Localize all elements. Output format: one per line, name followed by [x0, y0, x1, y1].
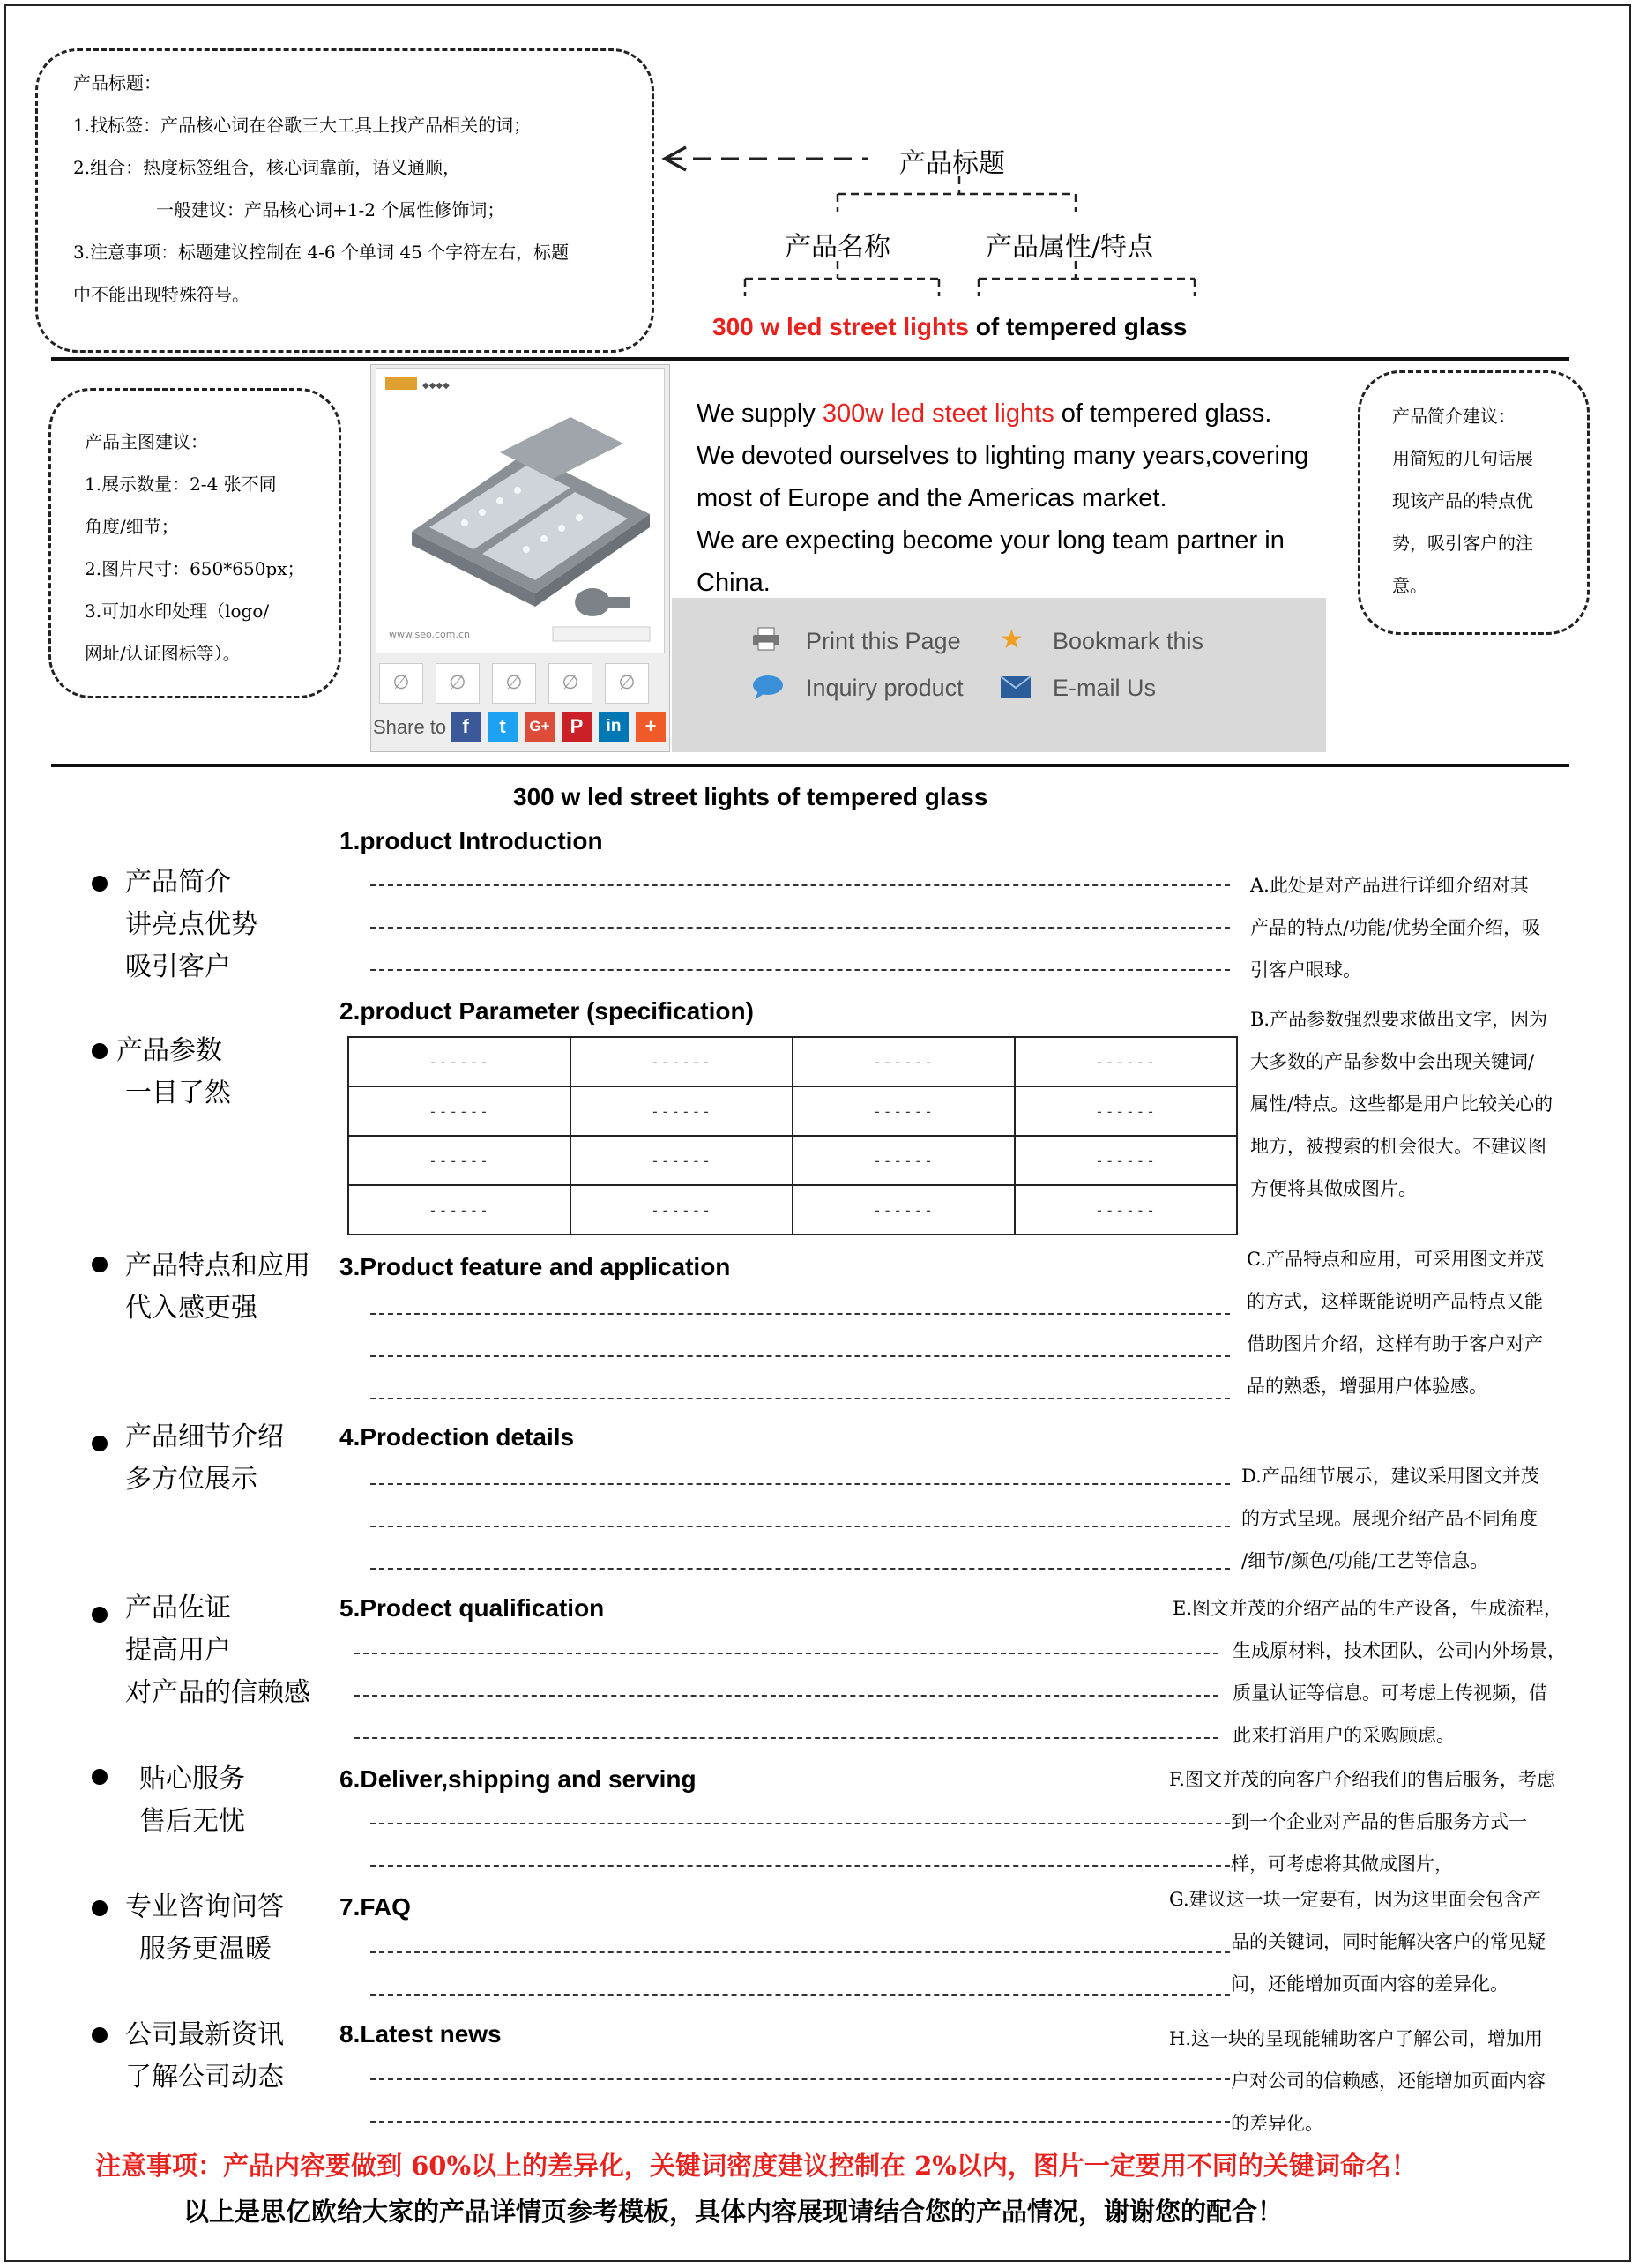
- main-product-photo[interactable]: [376, 368, 665, 653]
- divider-top: [51, 357, 1569, 361]
- note-line: 的方式呈现。展现介绍产品不同角度: [1241, 1508, 1538, 1529]
- placeholder-line: [370, 1568, 1230, 1570]
- intro-line-3: We are expecting become your long team partner in China.: [697, 526, 1285, 597]
- intro-keyword: 300w led steet lights: [822, 399, 1054, 428]
- side-label: 产品参数: [116, 1035, 222, 1066]
- placeholder-line: [370, 1951, 1230, 1953]
- table-cell: ------: [348, 1086, 570, 1136]
- more-share-icon[interactable]: +: [636, 712, 666, 742]
- thumbnail[interactable]: ∅: [379, 663, 423, 704]
- placeholder-line: [370, 1483, 1230, 1485]
- side-label: 讲亮点优势: [125, 909, 257, 940]
- table-cell: ------: [1015, 1136, 1237, 1185]
- svg-text:◆◆◆◆: ◆◆◆◆: [422, 381, 450, 391]
- intro-text-a: We supply: [697, 399, 823, 428]
- note-line: H.这一块的呈现能辅助客户了解公司，增加用: [1169, 2028, 1543, 2049]
- note-line: 品的关键词，同时能解决客户的常见疑: [1231, 1931, 1546, 1952]
- image-watermark: www.seo.com.cn: [389, 629, 471, 640]
- side-label: 专业咨询问答: [125, 1891, 284, 1922]
- footer-warning: 注意事项：产品内容要做到 60%以上的差异化，关键词密度建议控制在 2%以内，图片一定要用不同的关键词命名！: [95, 2151, 1417, 2181]
- section-7-note: [1169, 1878, 1601, 2005]
- note-line: 产品的特点/功能/优势全面介绍，吸: [1250, 917, 1541, 938]
- intro-note-line: 用简短的几句话展: [1392, 448, 1533, 469]
- bookmark-link[interactable]: Bookmark this: [1053, 628, 1204, 654]
- table-cell: ------: [1015, 1037, 1237, 1086]
- image-note-line: 角度/细节；: [85, 516, 179, 537]
- print-icon: [751, 626, 781, 651]
- table-cell: ------: [348, 1136, 570, 1185]
- note-line: /细节/颜色/功能/工艺等信息。: [1241, 1550, 1489, 1571]
- table-cell: ------: [793, 1185, 1015, 1235]
- section-8-side: [125, 2014, 284, 2099]
- bullet-icon: [92, 1436, 108, 1451]
- bullet-icon: [92, 1900, 108, 1916]
- diagram-brackets: [741, 176, 1199, 309]
- section-3-title: 3.Product feature and application: [339, 1253, 731, 1280]
- side-label: 产品佐证: [125, 1593, 231, 1623]
- title-note-line: 1.找标签：产品核心词在谷歌三大工具上找产品相关的词；: [73, 115, 532, 136]
- street-light-image: [376, 369, 664, 653]
- placeholder-line: [354, 1737, 1218, 1739]
- note-line: 问，还能增加页面内容的差异化。: [1231, 1973, 1509, 1995]
- placeholder-line: [370, 2078, 1230, 2080]
- title-example-attribute: of tempered glass: [969, 313, 1188, 340]
- note-line: 引客户眼球。: [1250, 959, 1361, 981]
- note-line: 方便将其做成图片。: [1250, 1178, 1417, 1199]
- section-1-side: [125, 862, 257, 989]
- section-8-note: [1169, 2018, 1601, 2145]
- note-line: C.产品特点和应用，可采用图文并茂: [1247, 1249, 1544, 1270]
- intro-text-b: of tempered glass.: [1054, 399, 1272, 428]
- section-5-note: [1173, 1587, 1596, 1757]
- intro-note-line: 产品简介建议：: [1392, 406, 1516, 427]
- side-label: 吸引客户: [125, 951, 231, 982]
- note-line: 样，可考虑将其做成图片，: [1231, 1854, 1453, 1875]
- image-note-line: 3.可加水印处理（logo/: [85, 601, 270, 622]
- table-cell: ------: [793, 1136, 1015, 1185]
- email-link[interactable]: E-mail Us: [1053, 675, 1157, 701]
- note-line: F.图文并茂的向客户介绍我们的售后服务，考虑: [1169, 1769, 1555, 1790]
- page-title: 300 w led street lights of tempered glass: [513, 783, 988, 810]
- bullet-icon: [92, 876, 108, 892]
- side-label: 服务更温暖: [139, 1934, 272, 1965]
- thumbnail[interactable]: ∅: [492, 663, 536, 704]
- bullet-icon: [92, 1043, 108, 1059]
- note-line: 大多数的产品参数中会出现关键词/: [1250, 1051, 1535, 1072]
- section-4-side: [125, 1416, 284, 1501]
- image-note-box: [48, 388, 341, 698]
- placeholder-line: [370, 927, 1230, 929]
- bookmark-star-icon: ★: [1000, 624, 1024, 655]
- placeholder-line: [370, 884, 1230, 886]
- action-menu: [672, 598, 1326, 752]
- note-line: A.此处是对产品进行详细介绍对其: [1250, 875, 1529, 896]
- section-2-note: [1250, 998, 1594, 1210]
- placeholder-line: [370, 1823, 1230, 1824]
- section-6-title: 6.Deliver,shipping and serving: [339, 1765, 697, 1793]
- side-label: 代入感更强: [125, 1293, 257, 1324]
- table-cell: ------: [570, 1136, 793, 1185]
- table-row: [348, 1037, 1237, 1086]
- intro-note-box: [1358, 370, 1590, 635]
- placeholder-line: [370, 969, 1230, 971]
- title-note-line: 中不能出现特殊符号。: [73, 284, 250, 305]
- side-label: 多方位展示: [125, 1464, 257, 1495]
- title-note-line: 3.注意事项：标题建议控制在 4-6 个单词 45 个字符左右，标题: [73, 242, 570, 263]
- bullet-icon: [92, 1607, 108, 1623]
- note-line: 的方式，这样既能说明产品特点又能: [1247, 1291, 1543, 1312]
- product-image-panel: [370, 364, 670, 752]
- intro-note-line: 意。: [1392, 575, 1427, 596]
- note-line: D.产品细节展示，建议采用图文并茂: [1241, 1466, 1539, 1487]
- table-cell: ------: [793, 1037, 1015, 1086]
- section-4-title: 4.Prodection details: [339, 1423, 575, 1451]
- section-1-note: [1250, 864, 1594, 991]
- bullet-icon: [92, 2027, 108, 2043]
- chat-bubble-icon: [751, 674, 785, 700]
- section-7-title: 7.FAQ: [339, 1893, 411, 1921]
- section-6-note: [1169, 1758, 1601, 1885]
- note-line: 品的熟悉，增强用户体验感。: [1247, 1376, 1487, 1397]
- placeholder-line: [354, 1653, 1218, 1654]
- table-cell: ------: [1015, 1086, 1237, 1136]
- thumbnail-strip: [376, 656, 663, 705]
- side-label: 了解公司动态: [125, 2062, 284, 2093]
- section-5-side: [125, 1587, 310, 1714]
- share-label: Share to: [373, 716, 447, 738]
- side-label: 贴心服务: [139, 1764, 245, 1794]
- email-icon: [1000, 675, 1032, 698]
- title-note-line: 一般建议：产品核心词+1-2 个属性修饰词；: [156, 199, 505, 220]
- note-line: 地方，被搜索的机会很大。不建议图: [1250, 1136, 1546, 1157]
- title-example: [712, 313, 1187, 341]
- print-page-link[interactable]: Print this Page: [806, 628, 961, 654]
- intro-note-line: 现该产品的特点优: [1392, 490, 1533, 511]
- intro-line-1: [697, 392, 1331, 435]
- note-line: 到一个企业对产品的售后服务方式一: [1231, 1811, 1527, 1832]
- section-5-title: 5.Prodect qualification: [339, 1594, 605, 1622]
- note-line: 质量认证等信息。可考虑上传视频，借: [1233, 1682, 1547, 1704]
- note-line: 此来打消用户的采购顾虑。: [1233, 1725, 1455, 1746]
- image-note-line: 1.展示数量：2-4 张不同: [85, 474, 277, 495]
- bullet-icon: [92, 1257, 108, 1272]
- note-line: G.建议这一块一定要有，因为这里面会包含产: [1169, 1889, 1541, 1910]
- note-line: 的差异化。: [1231, 2113, 1323, 2134]
- section-3-note: [1247, 1238, 1591, 1407]
- title-note-line: 2.组合：热度标签组合，核心词靠前，语义通顺，: [73, 157, 461, 178]
- table-cell: ------: [570, 1185, 793, 1235]
- side-label: 产品特点和应用: [125, 1250, 310, 1281]
- table-cell: ------: [348, 1037, 570, 1086]
- placeholder-line: [354, 1695, 1218, 1697]
- note-line: 属性/特点。这些都是用户比较关心的: [1250, 1093, 1553, 1115]
- title-example-keyword: 300 w led street lights: [712, 313, 969, 340]
- section-3-side: [125, 1245, 310, 1330]
- placeholder-line: [370, 1994, 1230, 1996]
- note-line: B.产品参数强烈要求做出文字，因为: [1250, 1009, 1548, 1030]
- note-line: 户对公司的信赖感，还能增加页面内容: [1231, 2070, 1546, 2092]
- arrow-left-icon: [659, 144, 871, 174]
- placeholder-line: [370, 1355, 1230, 1357]
- side-label: 对产品的信赖感: [125, 1677, 310, 1708]
- intro-line-2: We devoted ourselves to lighting many years,covering most of Europe and the Americas market.: [697, 442, 1309, 512]
- placeholder-line: [370, 1865, 1230, 1867]
- table-cell: ------: [570, 1086, 793, 1136]
- title-note-box: [35, 48, 654, 353]
- image-note-line: 2.图片尺寸：650*650px；: [85, 558, 305, 579]
- table-row: [348, 1136, 1237, 1185]
- table-cell: ------: [348, 1185, 570, 1235]
- table-row: [348, 1086, 1237, 1136]
- pinterest-icon[interactable]: P: [562, 712, 592, 742]
- thumbnail[interactable]: ∅: [436, 663, 480, 704]
- linkedin-icon[interactable]: in: [599, 712, 629, 742]
- bullet-icon: [92, 1769, 108, 1785]
- table-cell: ------: [570, 1037, 793, 1086]
- table-cell: ------: [793, 1086, 1015, 1136]
- section-8-title: 8.Latest news: [339, 2020, 502, 2048]
- side-label: 公司最新资讯: [125, 2019, 284, 2050]
- side-label: 售后无忧: [139, 1806, 245, 1837]
- section-2-side: [116, 1030, 231, 1115]
- title-note-line: 产品标题：: [73, 72, 161, 93]
- divider-middle: [51, 764, 1569, 767]
- placeholder-line: [370, 1398, 1230, 1399]
- note-line: E.图文并茂的介绍产品的生产设备，生成流程，: [1173, 1598, 1563, 1619]
- side-label: 产品细节介绍: [125, 1421, 284, 1452]
- table-row: [348, 1185, 1237, 1235]
- side-label: 提高用户: [125, 1635, 231, 1666]
- section-6-side: [139, 1758, 245, 1843]
- twitter-icon[interactable]: t: [488, 712, 518, 742]
- placeholder-line: [370, 1526, 1230, 1527]
- facebook-icon[interactable]: f: [451, 712, 481, 742]
- thumbnail[interactable]: ∅: [605, 663, 649, 704]
- parameter-table: [347, 1036, 1238, 1235]
- section-7-side: [125, 1886, 284, 1971]
- intro-text: [697, 392, 1331, 604]
- section-2-title: 2.product Parameter (specification): [339, 997, 754, 1025]
- side-label: 一目了然: [125, 1078, 231, 1108]
- placeholder-line: [370, 1313, 1230, 1315]
- google-plus-icon[interactable]: G+: [525, 712, 555, 742]
- thumbnail[interactable]: ∅: [548, 663, 592, 704]
- intro-note-line: 势，吸引客户的注: [1392, 533, 1533, 554]
- note-line: 生成原材料，技术团队，公司内外场景，: [1233, 1640, 1566, 1661]
- diagram-left-label: 产品名称: [785, 232, 890, 263]
- side-label: 产品简介: [125, 867, 231, 898]
- table-cell: ------: [1015, 1185, 1237, 1235]
- diagram-right-label: 产品属性/特点: [986, 232, 1154, 263]
- image-note-line: 产品主图建议：: [85, 431, 208, 452]
- diagram-top-label: 产品标题: [899, 148, 1005, 179]
- placeholder-line: [370, 2121, 1230, 2123]
- section-1-title: 1.product Introduction: [339, 827, 603, 854]
- image-note-line: 网址/认证图标等）。: [85, 643, 241, 664]
- section-4-note: [1241, 1455, 1585, 1582]
- footer-thanks: 以上是思亿欧给大家的产品详情页参考模板，具体内容展现请结合您的产品情况，谢谢您的配合！: [183, 2197, 1284, 2227]
- inquiry-link[interactable]: Inquiry product: [806, 675, 964, 701]
- note-line: 借助图片介绍，这样有助于客户对产: [1247, 1333, 1543, 1354]
